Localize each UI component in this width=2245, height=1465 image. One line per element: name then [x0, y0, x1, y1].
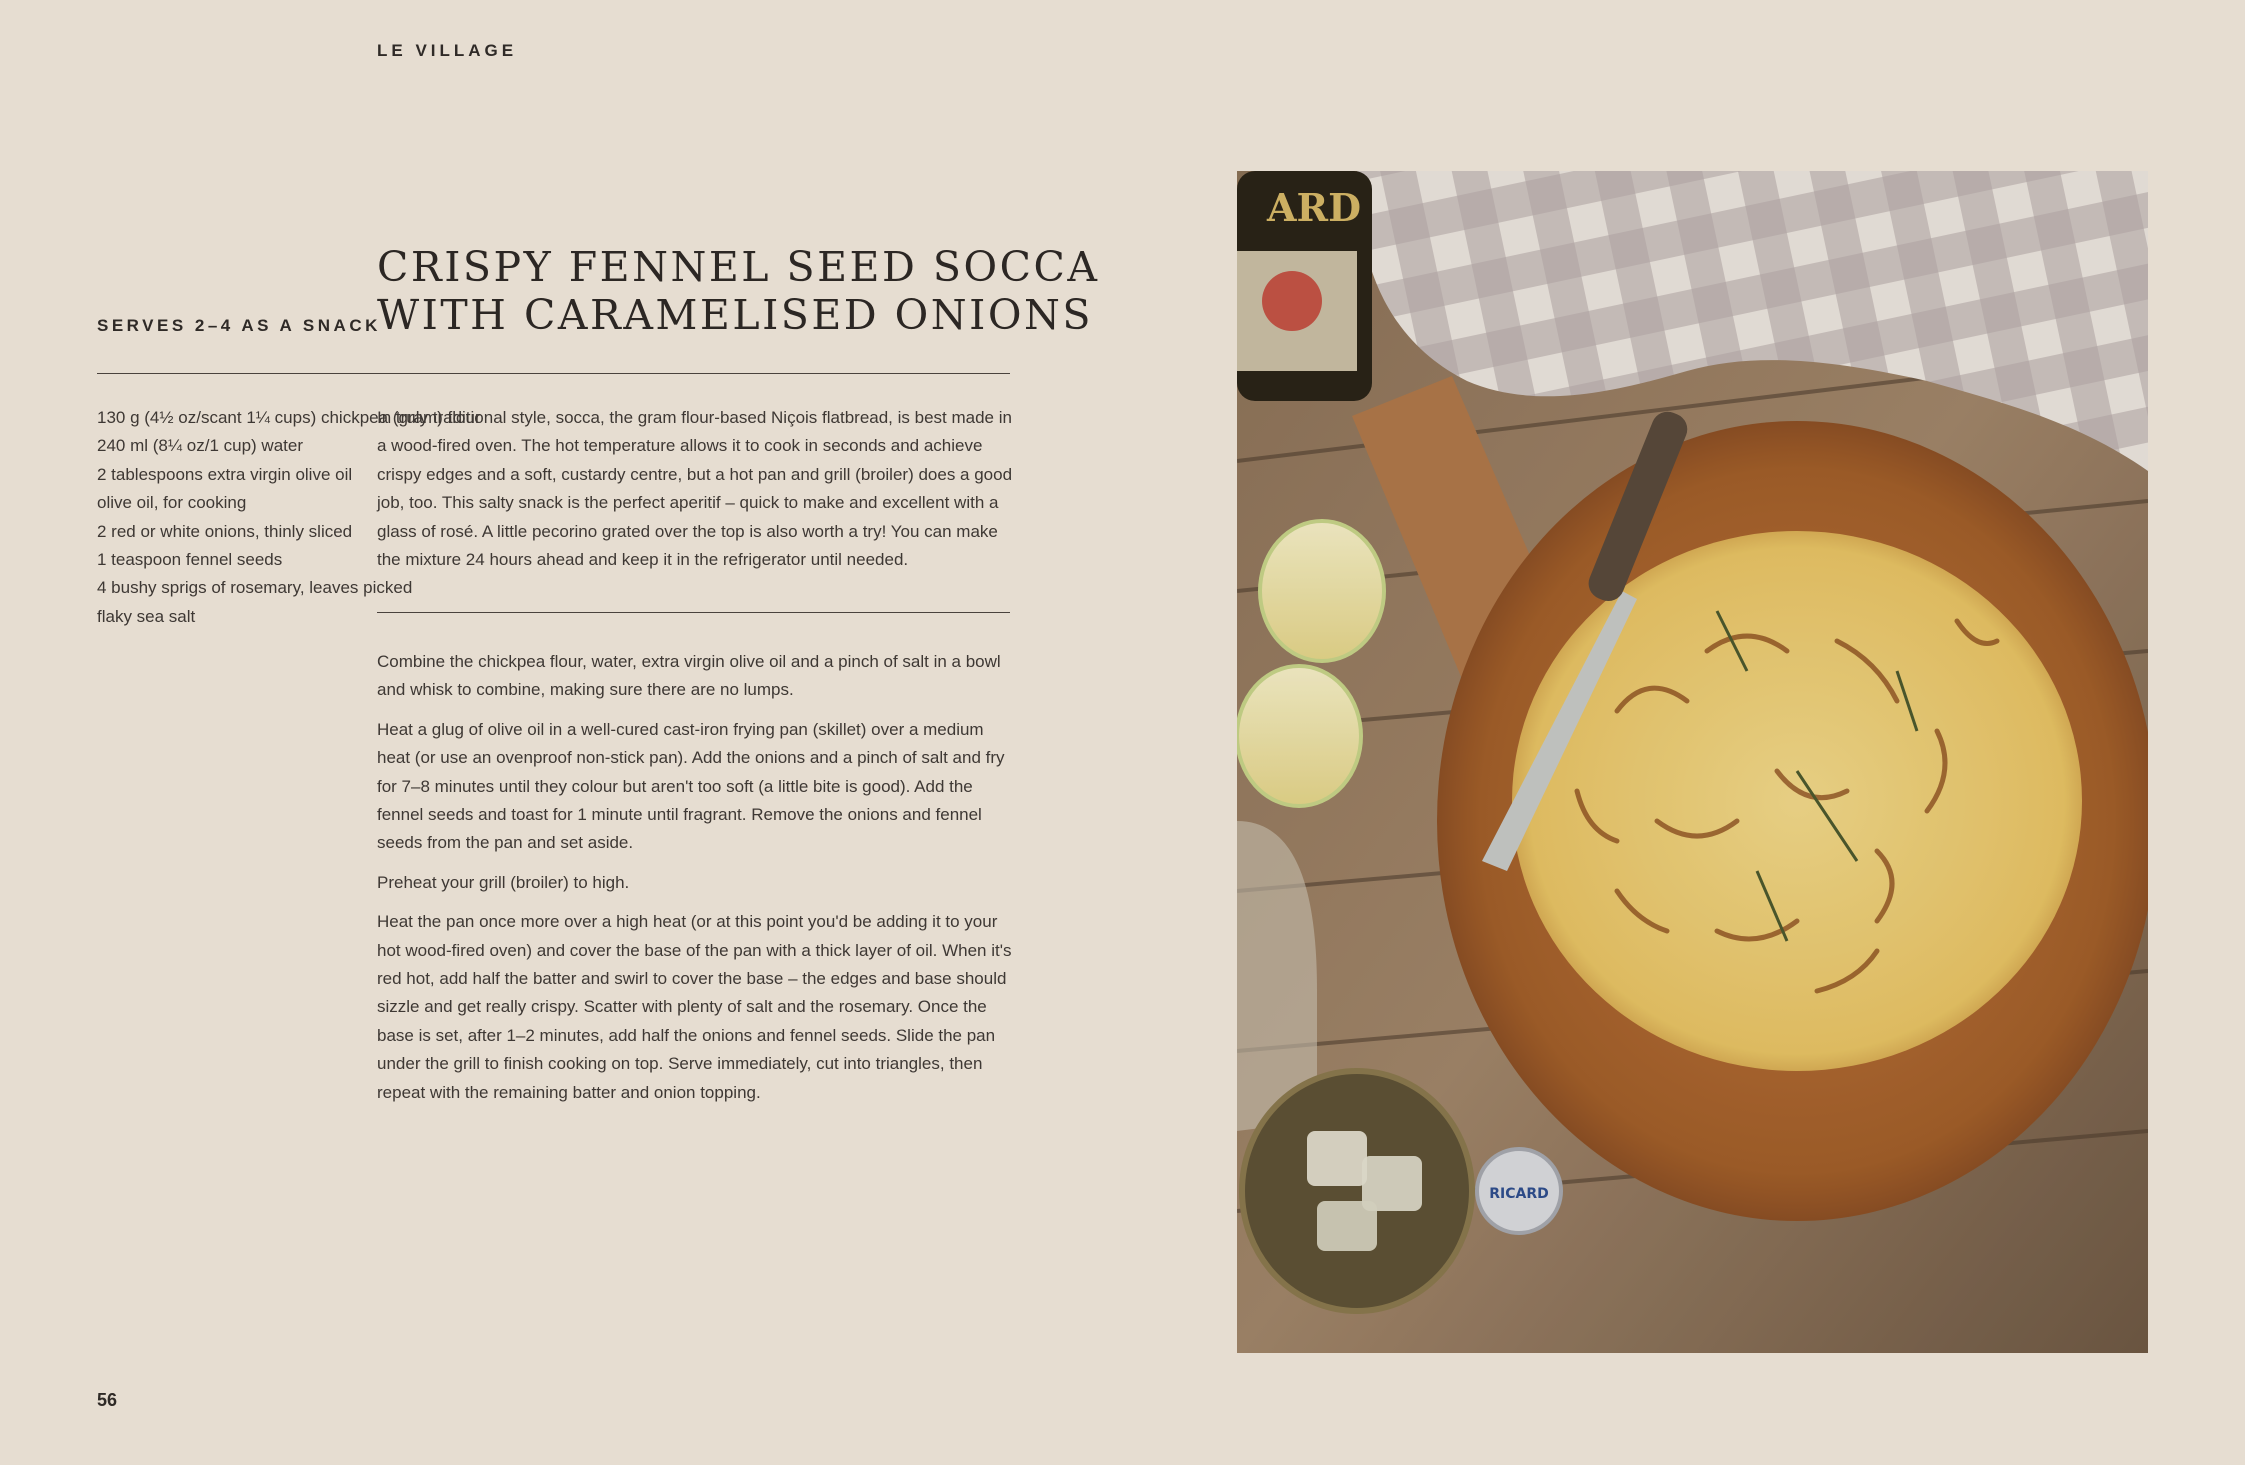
method-step: Heat a glug of olive oil in a well-cured cast-iron frying pan (skillet) over a medium heat (or use an ovenproof non-stick pan). Add the onions and a pinch of salt and fry for 7–8 minutes until they colour but aren't too soft (a little bite is good). Add the fennel seeds and toast for 1 minute until fragrant. Remove the onions and fennel seeds from the pan and set aside. [377, 719, 1005, 853]
ingredients-list [97, 404, 481, 631]
ingredient-item: 1 teaspoon fennel seeds [97, 550, 283, 570]
ingredient-item: 240 ml (8¼ oz/1 cup) water [97, 436, 303, 456]
ingredient-item: 130 g (4½ oz/scant 1¼ cups) chickpea (gram) flour [97, 408, 481, 427]
divider-middle [377, 612, 1010, 613]
intro-paragraph: In truly traditional style, socca, the gram flour-based Niçois flatbread, is best made in a wood-fired oven. The hot temperature allows it to cook in seconds and achieve crispy edges and a soft, custardy centre, but a hot pan and grill (broiler) does a good job, too. This salty snack is the perfect aperitif – quick to make and excellent with a glass of rosé. A little pecorino grated over the top is also worth a try! You can make the mixture 24 hours ahead and keep it in the refrigerator until needed. [377, 408, 1013, 570]
ingredient-item: 2 tablespoons extra virgin olive oil [97, 464, 353, 484]
title-line-1: CRISPY FENNEL SEED SOCCA [377, 243, 1100, 291]
method-step: Heat the pan once more over a high heat (or at this point you'd be adding it to your hot wood-fired oven) and cover the base of the pan with a thick layer of oil. When it's red hot, add half the batter and swirl to cover the base – the edges and base should sizzle and get really crispy. Scatter with plenty of salt and the rosemary. Once the base is set, after 1–2 minutes, add half the onions and fennel seeds. Slide the pan under the grill to finish cooking on top. Serve immediately, cut into triangles, then repeat with the remaining batter and onion topping. [377, 912, 1012, 1102]
recipe-photo [1237, 171, 2148, 1353]
ingredient-item: 4 bushy sprigs of rosemary, leaves picked [97, 578, 413, 598]
ingredient-item: 2 red or white onions, thinly sliced [97, 521, 353, 541]
section-header: LE VILLAGE [377, 41, 518, 60]
method-step: Preheat your grill (broiler) to high. [377, 872, 630, 892]
cap-label: RICARD [1489, 1186, 1549, 1202]
divider-top [97, 373, 1010, 374]
method-step: Combine the chickpea flour, water, extra virgin olive oil and a pinch of salt in a bowl and whisk to combine, making sure there are no lumps. [377, 652, 1001, 700]
serves-label: SERVES 2–4 AS A SNACK [97, 316, 381, 335]
ingredient-item: olive oil, for cooking [97, 493, 247, 513]
page-number: 56 [97, 1390, 118, 1410]
ingredient-item: flaky sea salt [97, 606, 196, 626]
bottle-label: ARD [1267, 185, 1362, 230]
recipe-title [377, 243, 1100, 339]
title-line-2: WITH CARAMELISED ONIONS [377, 291, 1093, 339]
method-steps [377, 648, 1017, 1118]
